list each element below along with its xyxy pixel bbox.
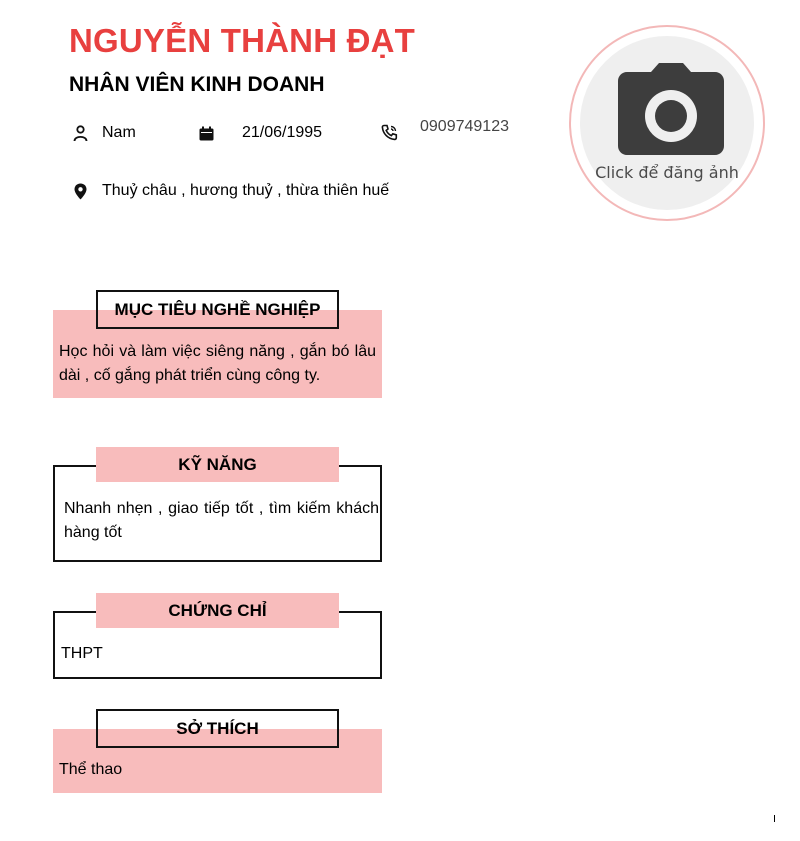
objective-title-text[interactable]: MỤC TIÊU NGHỀ NGHIỆP — [114, 299, 321, 319]
certificates-content[interactable]: THPT — [61, 645, 103, 662]
gender-value: Nam — [102, 124, 136, 141]
hobbies-content[interactable]: Thể thao — [59, 761, 123, 778]
skills-title — [96, 447, 339, 482]
candidate-name[interactable]: NGUYỄN THÀNH ĐẠT — [69, 22, 416, 59]
certificates-title — [96, 593, 339, 628]
photo-placeholder — [580, 36, 754, 210]
job-position[interactable]: NHÂN VIÊN KINH DOANH — [69, 73, 325, 96]
hobbies-title-text[interactable]: SỞ THÍCH — [176, 718, 259, 738]
page-edge-mark — [774, 815, 775, 822]
skills-content[interactable]: Nhanh nhẹn , giao tiếp tốt , tìm kiếm khách hàng tốt — [64, 500, 379, 541]
calendar-icon — [199, 126, 214, 141]
location-pin-icon — [74, 183, 87, 200]
person-icon — [73, 125, 88, 142]
certificates-title-text[interactable]: CHỨNG CHỈ — [168, 600, 267, 620]
address-field[interactable] — [74, 182, 389, 200]
photo-upload-button[interactable] — [569, 25, 765, 221]
birthdate-value: 21/06/1995 — [242, 124, 323, 141]
phone-icon — [381, 124, 398, 141]
photo-upload-label: Click để đăng ảnh — [595, 163, 739, 182]
phone-value: 0909749123 — [420, 117, 509, 135]
gender-field[interactable] — [73, 124, 136, 142]
birthdate-field[interactable] — [199, 124, 322, 142]
objective-content[interactable]: Học hỏi và làm việc siêng năng , gắn bó lâu dài , cố gắng phát triển cùng công ty. — [59, 343, 376, 384]
phone-field[interactable] — [381, 117, 516, 141]
address-value: Thuỷ châu , hương thuỷ , thừa thiên huế — [102, 182, 390, 199]
skills-title-text[interactable]: KỸ NĂNG — [178, 454, 257, 474]
hobbies-title — [96, 709, 339, 748]
objective-title — [96, 290, 339, 329]
camera-icon — [617, 62, 725, 161]
